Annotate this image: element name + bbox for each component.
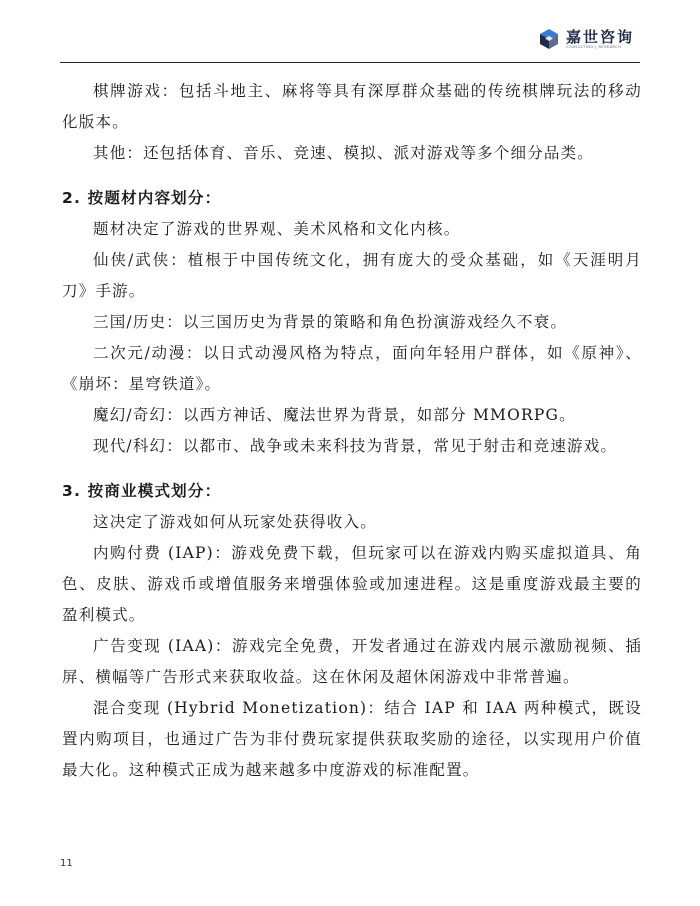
header-divider (60, 62, 640, 63)
paragraph-theme-intro: 题材决定了游戏的世界观、美术风格和文化内核。 (93, 220, 461, 238)
paragraph-anime: 二次元/动漫：以日式动漫风格为特点，面向年轻用户群体，如《原神》、《崩坏：星穹铁道》。 (62, 344, 642, 393)
paragraph-hybrid: 混合变现 (Hybrid Monetization)：结合 IAP 和 IAA 两种模式，既设置内购项目，也通过广告为非付费玩家提供获取奖励的途径，以实现用户价值最大化。这种模式正成为越来越多中度游戏的标准配置。 (62, 699, 642, 779)
heading-business: 3. 按商业模式划分： (62, 482, 222, 500)
logo-name: 嘉世咨询 (565, 27, 634, 46)
paragraph-business-intro: 这决定了游戏如何从玩家处获得收入。 (93, 513, 377, 531)
paragraph-history: 三国/历史：以三国历史为背景的策略和角色扮演游戏经久不衰。 (93, 313, 568, 331)
paragraph-xianxia: 仙侠/武侠：植根于中国传统文化，拥有庞大的受众基础，如《天涯明月刀》手游。 (62, 251, 642, 300)
logo-tagline: CONSULTING | RESEARCH (565, 44, 622, 49)
cube-logo-icon (538, 28, 560, 50)
paragraph-others: 其他：还包括体育、音乐、竞速、模拟、派对游戏等多个细分品类。 (93, 144, 595, 162)
paragraph-fantasy: 魔幻/奇幻：以西方神话、魔法世界为背景，如部分 MMORPG。 (93, 406, 576, 424)
paragraph-iap: 内购付费 (IAP)：游戏免费下载，但玩家可以在游戏内购买虚拟道具、角色、皮肤、游戏币或增值服务来增强体验或加速进程。这是重度游戏最主要的盈利模式。 (62, 544, 642, 624)
company-logo (538, 28, 634, 50)
page-header (0, 0, 700, 64)
paragraph-iaa: 广告变现 (IAA)：游戏完全免费，开发者通过在游戏内展示激励视频、插屏、横幅等广告形式来获取收益。这在休闲及超休闲游戏中非常普遍。 (62, 637, 642, 686)
document-body (62, 76, 642, 786)
paragraph-chess-card: 棋牌游戏：包括斗地主、麻将等具有深厚群众基础的传统棋牌玩法的移动化版本。 (62, 82, 642, 131)
page-number: 11 (60, 858, 73, 869)
paragraph-scifi: 现代/科幻：以都市、战争或未来科技为背景，常见于射击和竞速游戏。 (93, 437, 618, 455)
heading-theme: 2. 按题材内容划分： (62, 189, 222, 207)
